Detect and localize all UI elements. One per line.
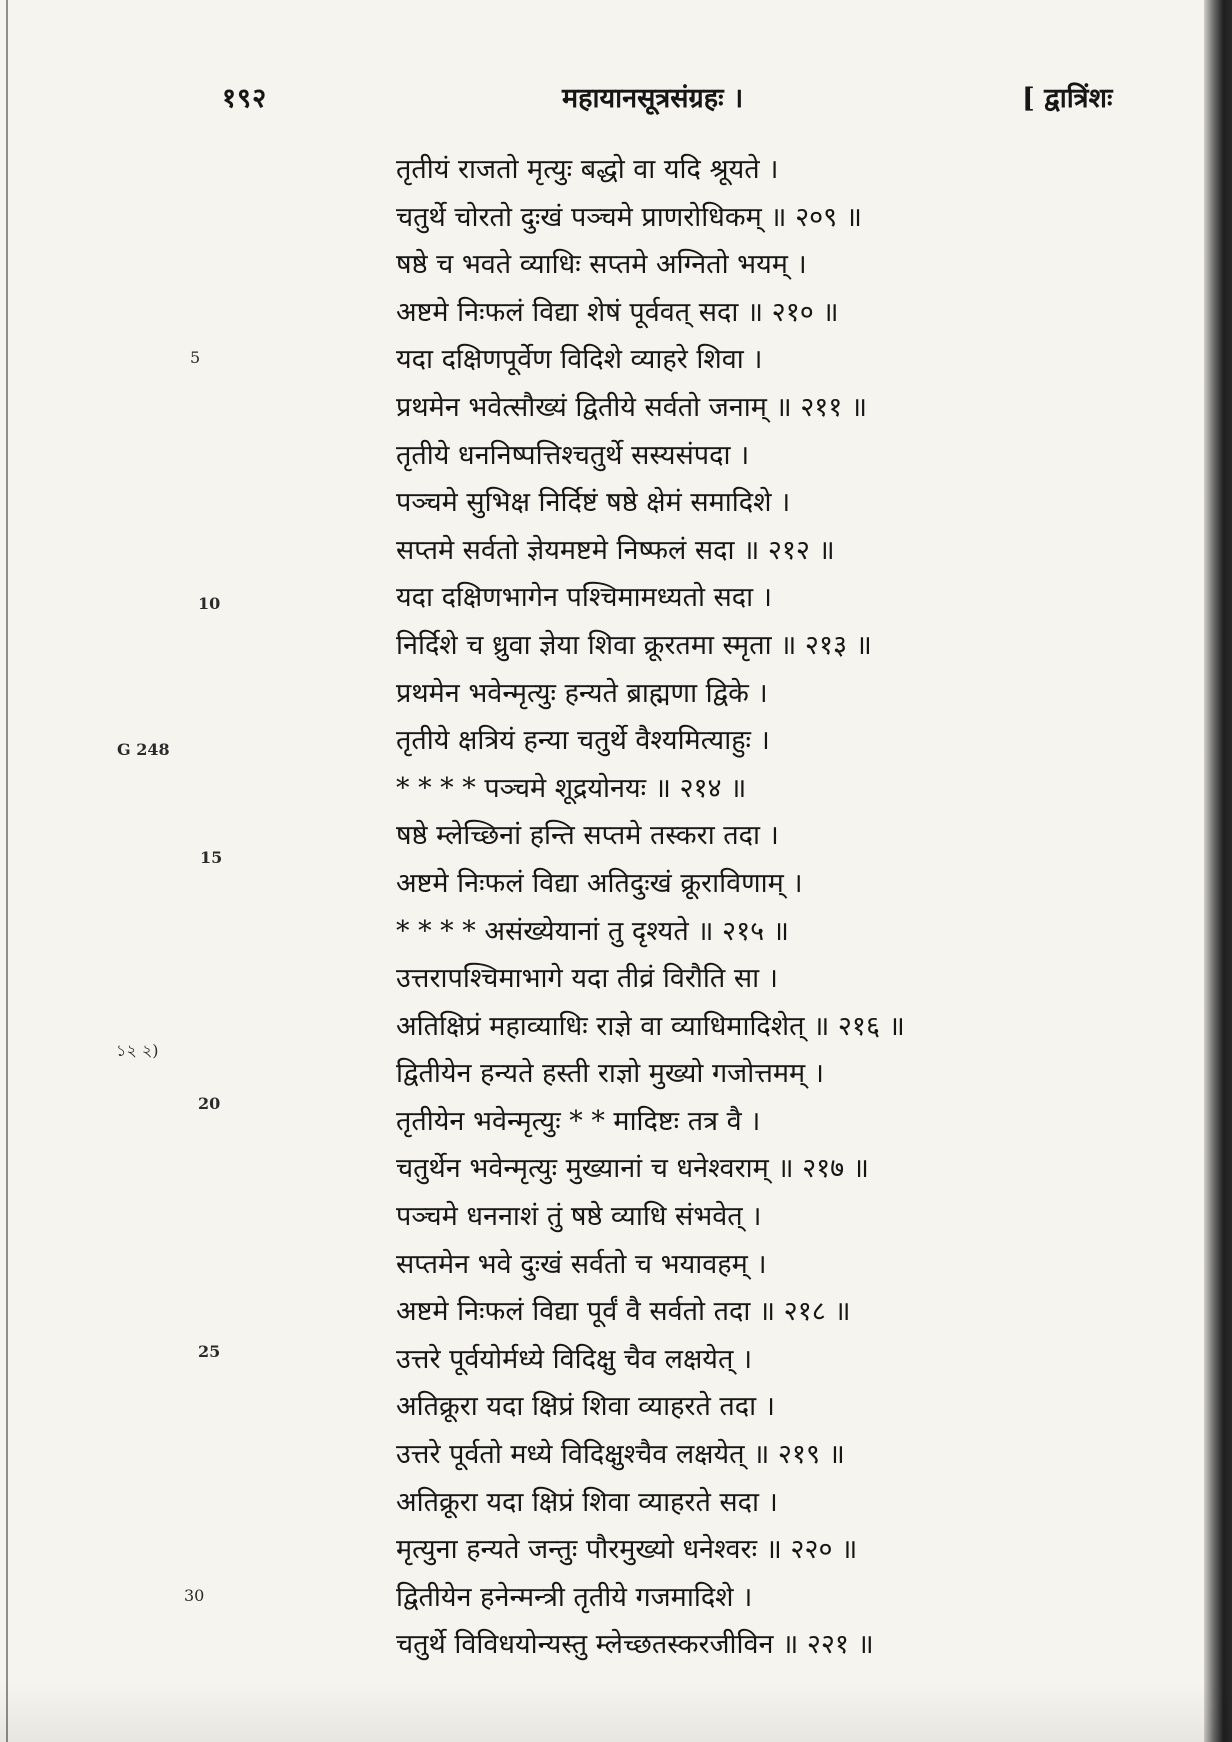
verse-line: अष्टमे निःफलं विद्या शेषं पूर्ववत् सदा ॥ २१० ॥ bbox=[396, 296, 839, 328]
verse-line: उत्तरे पूर्वतो मध्ये विदिक्षुश्चैव लक्षयेत् ॥ २१९ ॥ bbox=[396, 1439, 845, 1471]
margin-smudged-note: ১২ ২) bbox=[116, 1041, 159, 1060]
verse-line: तृतीयं राजतो मृत्युः बद्धो वा यदि श्रूयते । bbox=[396, 154, 779, 185]
verse-line: यदा दक्षिणपूर्वेण विदिशे व्याहरे शिवा । bbox=[396, 344, 763, 376]
verse-line: द्वितीयेन हन्यते हस्ती राज्ञो मुख्यो गजोत्तमम् । bbox=[396, 1058, 824, 1090]
verse-line: यदा दक्षिणभागेन पश्चिमामध्यतो सदा । bbox=[396, 582, 772, 614]
verse-line: तृतीयेन भवेन्मृत्युः * * मादिष्टः तत्र वै । bbox=[396, 1105, 761, 1137]
verse-line: मृत्युना हन्यते जन्तुः पौरमुख्यो धनेश्वरः ॥ २२० ॥ bbox=[396, 1534, 858, 1566]
scan-smudge bbox=[0, 1682, 1232, 1742]
scan-edge-left bbox=[6, 0, 8, 1742]
running-title: महायानसूत्रसंग्रहः । bbox=[562, 83, 744, 114]
verse-line: चतुर्थेन भवेन्मृत्युः मुख्यानां च धनेश्वराम् ॥ २१७ ॥ bbox=[396, 1153, 869, 1185]
verse-line: * * * * पञ्चमे शूद्रयोनयः ॥ २१४ ॥ bbox=[396, 772, 747, 804]
verse-line: अतिक्रूरा यदा क्षिप्रं शिवा व्याहरते सदा । bbox=[396, 1486, 778, 1518]
verse-line: तृतीये धननिष्पत्तिश्चतुर्थे सस्यसंपदा । bbox=[396, 439, 750, 471]
verse-line: अतिक्षिप्रं महाव्याधिः राज्ञे वा व्याधिमादिशेत् ॥ २१६ ॥ bbox=[396, 1010, 905, 1042]
verse-line: चतुर्थे चोरतो दुःखं पञ्चमे प्राणरोधिकम् ॥ २०९ ॥ bbox=[396, 201, 862, 233]
verse-line: तृतीये क्षत्रियं हन्या चतुर्थे वैश्यमित्याहुः । bbox=[396, 725, 770, 757]
verse-line: * * * * असंख्येयानां तु दृश्यते ॥ २१५ ॥ bbox=[396, 915, 789, 947]
verse-line: चतुर्थे विविधयोन्यस्तु म्लेच्छतस्करजीविन ॥ २२१ ॥ bbox=[396, 1629, 874, 1661]
scan-binding-shadow bbox=[1204, 0, 1232, 1742]
verse-line: पञ्चमे धननाशं तुं षष्ठे व्याधि संभवेत् । bbox=[396, 1201, 762, 1233]
verse-line: अष्टमे निःफलं विद्या अतिदुःखं क्रूराविणाम् । bbox=[396, 867, 803, 899]
verse-line: द्वितीयेन हनेन्मन्त्री तृतीये गजमादिशे । bbox=[396, 1581, 753, 1613]
verse-line: उत्तरे पूर्वयोर्मध्ये विदिक्षु चैव लक्षयेत् । bbox=[396, 1343, 753, 1375]
margin-reference: G 248 bbox=[117, 740, 170, 759]
page-number: १९२ bbox=[222, 83, 268, 114]
margin-line-number-25: 25 bbox=[198, 1342, 221, 1361]
page-header bbox=[0, 78, 1232, 118]
margin-line-number-20: 20 bbox=[198, 1094, 221, 1113]
section-label: [ द्वात्रिंशः bbox=[1022, 83, 1113, 114]
verse-line: उत्तरापश्चिमाभागे यदा तीव्रं विरौति सा । bbox=[396, 963, 778, 995]
verse-line: प्रथमेन भवेन्मृत्युः हन्यते ब्राह्मणा द्विके । bbox=[396, 677, 768, 709]
verse-line: सप्तमेन भवे दुःखं सर्वतो च भयावहम् । bbox=[396, 1248, 767, 1280]
verse-body bbox=[396, 146, 1016, 1669]
verse-line: पञ्चमे सुभिक्ष निर्दिष्टं षष्ठे क्षेमं समादिशे । bbox=[396, 487, 791, 519]
margin-line-number-30: 30 bbox=[184, 1586, 205, 1605]
verse-line: अष्टमे निःफलं विद्या पूर्वं वै सर्वतो तदा ॥ २१८ ॥ bbox=[396, 1296, 851, 1328]
verse-line: सप्तमे सर्वतो ज्ञेयमष्टमे निष्फलं सदा ॥ २१२ ॥ bbox=[396, 534, 835, 566]
margin-line-number-15: 15 bbox=[200, 848, 223, 867]
margin-line-number-10: 10 bbox=[198, 594, 221, 613]
verse-line: षष्ठे म्लेच्छिनां हन्ति सप्तमे तस्करा तदा । bbox=[396, 820, 779, 852]
verse-line: प्रथमेन भवेत्सौख्यं द्वितीये सर्वतो जनाम् ॥ २११ ॥ bbox=[396, 391, 868, 423]
verse-line: निर्दिशे च ध्रुवा ज्ञेया शिवा क्रूरतमा स्मृता ॥ २१३ ॥ bbox=[396, 629, 872, 661]
margin-line-number-5: 5 bbox=[190, 348, 201, 367]
verse-line: षष्ठे च भवते व्याधिः सप्तमे अग्नितो भयम् । bbox=[396, 249, 807, 281]
verse-line: अतिक्रूरा यदा क्षिप्रं शिवा व्याहरते तदा । bbox=[396, 1391, 775, 1423]
